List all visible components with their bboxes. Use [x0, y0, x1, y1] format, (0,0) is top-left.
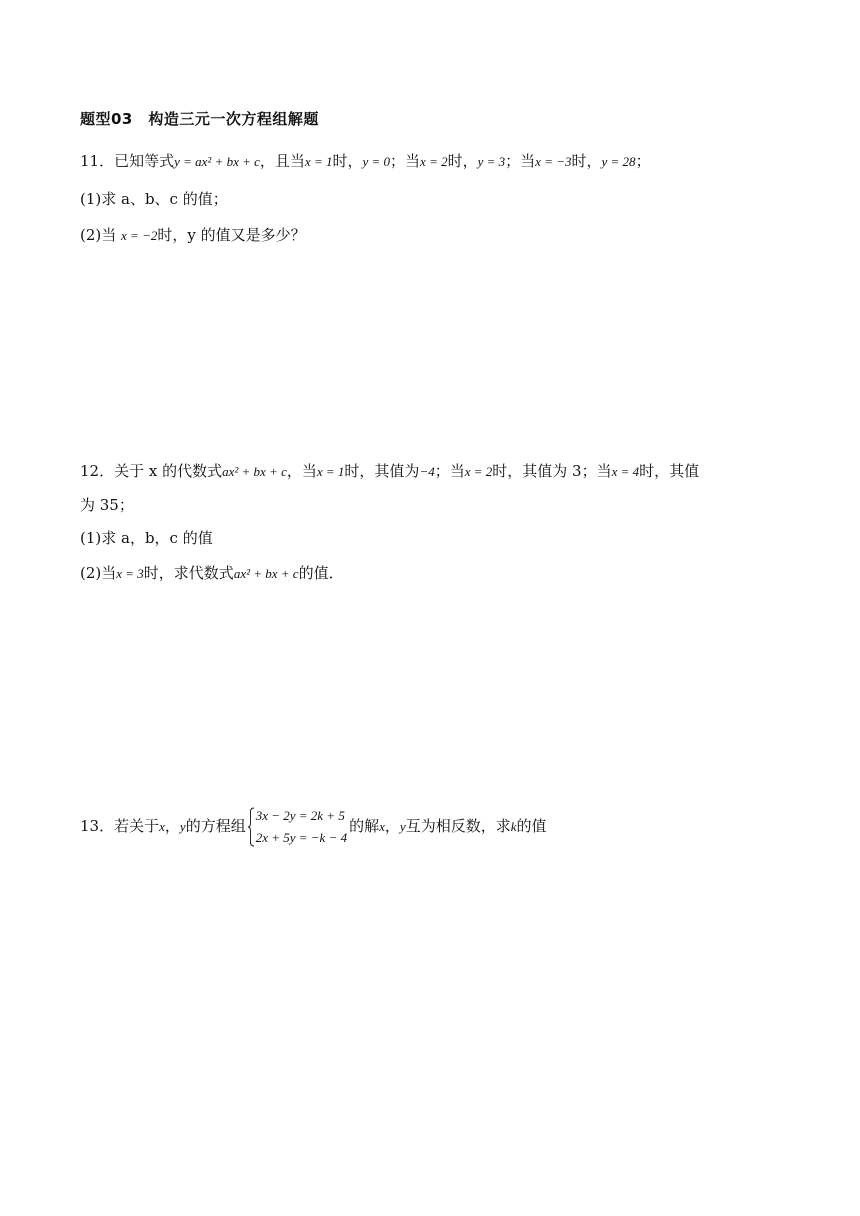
q13-equation-2: 2x + 5y = −k − 4: [255, 830, 348, 845]
q11-condition: y = 28: [601, 154, 636, 169]
q11-text: ；当: [505, 152, 536, 170]
q12-stem-line-2: 为 35；: [80, 496, 134, 514]
q13-text: 的值: [516, 817, 547, 835]
q12-part-1: (1)求 a，b，c 的值: [80, 529, 213, 547]
q13-text: 的方程组: [185, 817, 246, 835]
q11-number: 11．: [80, 152, 115, 170]
curly-brace-icon: [248, 807, 254, 847]
q11-condition: x = 2: [420, 154, 448, 169]
q11-part-2-text: (2)当: [80, 226, 122, 244]
q12-part-2-condition: x = 3: [116, 566, 144, 581]
q11-text: 时，: [571, 152, 602, 170]
q12-text: ；当: [434, 462, 465, 480]
q12-stem: [80, 460, 699, 483]
q11-condition: y = 0: [362, 154, 391, 169]
q13-variable: x: [159, 819, 165, 834]
section-title: 题型03 构造三元一次方程组解题: [80, 110, 319, 128]
q13-equation-system: [248, 805, 347, 849]
q12-part-2-text: 的值．: [298, 564, 344, 582]
q12-part-2-text: (2)当: [80, 564, 117, 582]
q13-number: 13．: [80, 817, 115, 835]
q11-part-1: (1)求 a、b、c 的值；: [80, 190, 228, 208]
q11-equation: y = ax² + bx + c: [174, 154, 260, 169]
q13-variable: y: [179, 819, 186, 834]
q13-text: 的解: [349, 817, 380, 835]
q12-text: 时，其值: [639, 462, 700, 480]
q11-condition: y = 3: [477, 154, 506, 169]
q12-text: ，当: [286, 462, 317, 480]
q13-variable: x: [379, 819, 385, 834]
q11-text: ，且当: [259, 152, 305, 170]
q12-value: −4: [419, 464, 435, 479]
q11-condition: x = −3: [535, 154, 572, 169]
q11-text: 时，: [447, 152, 478, 170]
q13-text: ，: [384, 817, 400, 835]
q13-equation-1: 3x − 2y = 2k + 5: [255, 808, 345, 823]
q11-text: 时，: [332, 152, 363, 170]
q11-condition: x = 1: [304, 154, 333, 169]
q12-part-2-text: 时，求代数式: [143, 564, 234, 582]
q12-condition: x = 1: [316, 464, 345, 479]
q13-variable: y: [399, 819, 406, 834]
q13-stem: [80, 804, 547, 849]
q12-text: 时，其值为: [344, 462, 420, 480]
q12-expression: ax² + bx + c: [222, 464, 287, 479]
q12-text: 关于 x 的代数式: [114, 462, 223, 480]
q11-text: ；: [635, 152, 651, 170]
q11-text: ；当: [390, 152, 421, 170]
q12-part-2: [80, 562, 344, 585]
q12-condition: x = 2: [464, 464, 493, 479]
q12-part-2-expression: ax² + bx + c: [233, 566, 299, 581]
q11-stem: [80, 150, 651, 173]
q13-text: 若关于: [114, 817, 160, 835]
q13-variable: k: [510, 819, 517, 834]
q11-part-2-condition: x = −2: [121, 228, 158, 243]
q13-text: 互为相反数，求: [405, 817, 511, 835]
q11-text: 已知等式: [114, 152, 175, 170]
q12-text: 时，其值为 3；当: [492, 462, 612, 480]
q11-part-2: [80, 224, 306, 247]
q11-part-2-text: 时，y 的值又是多少？: [157, 226, 306, 244]
q13-text: ，: [164, 817, 180, 835]
q12-number: 12．: [80, 462, 115, 480]
q12-condition: x = 4: [611, 464, 640, 479]
